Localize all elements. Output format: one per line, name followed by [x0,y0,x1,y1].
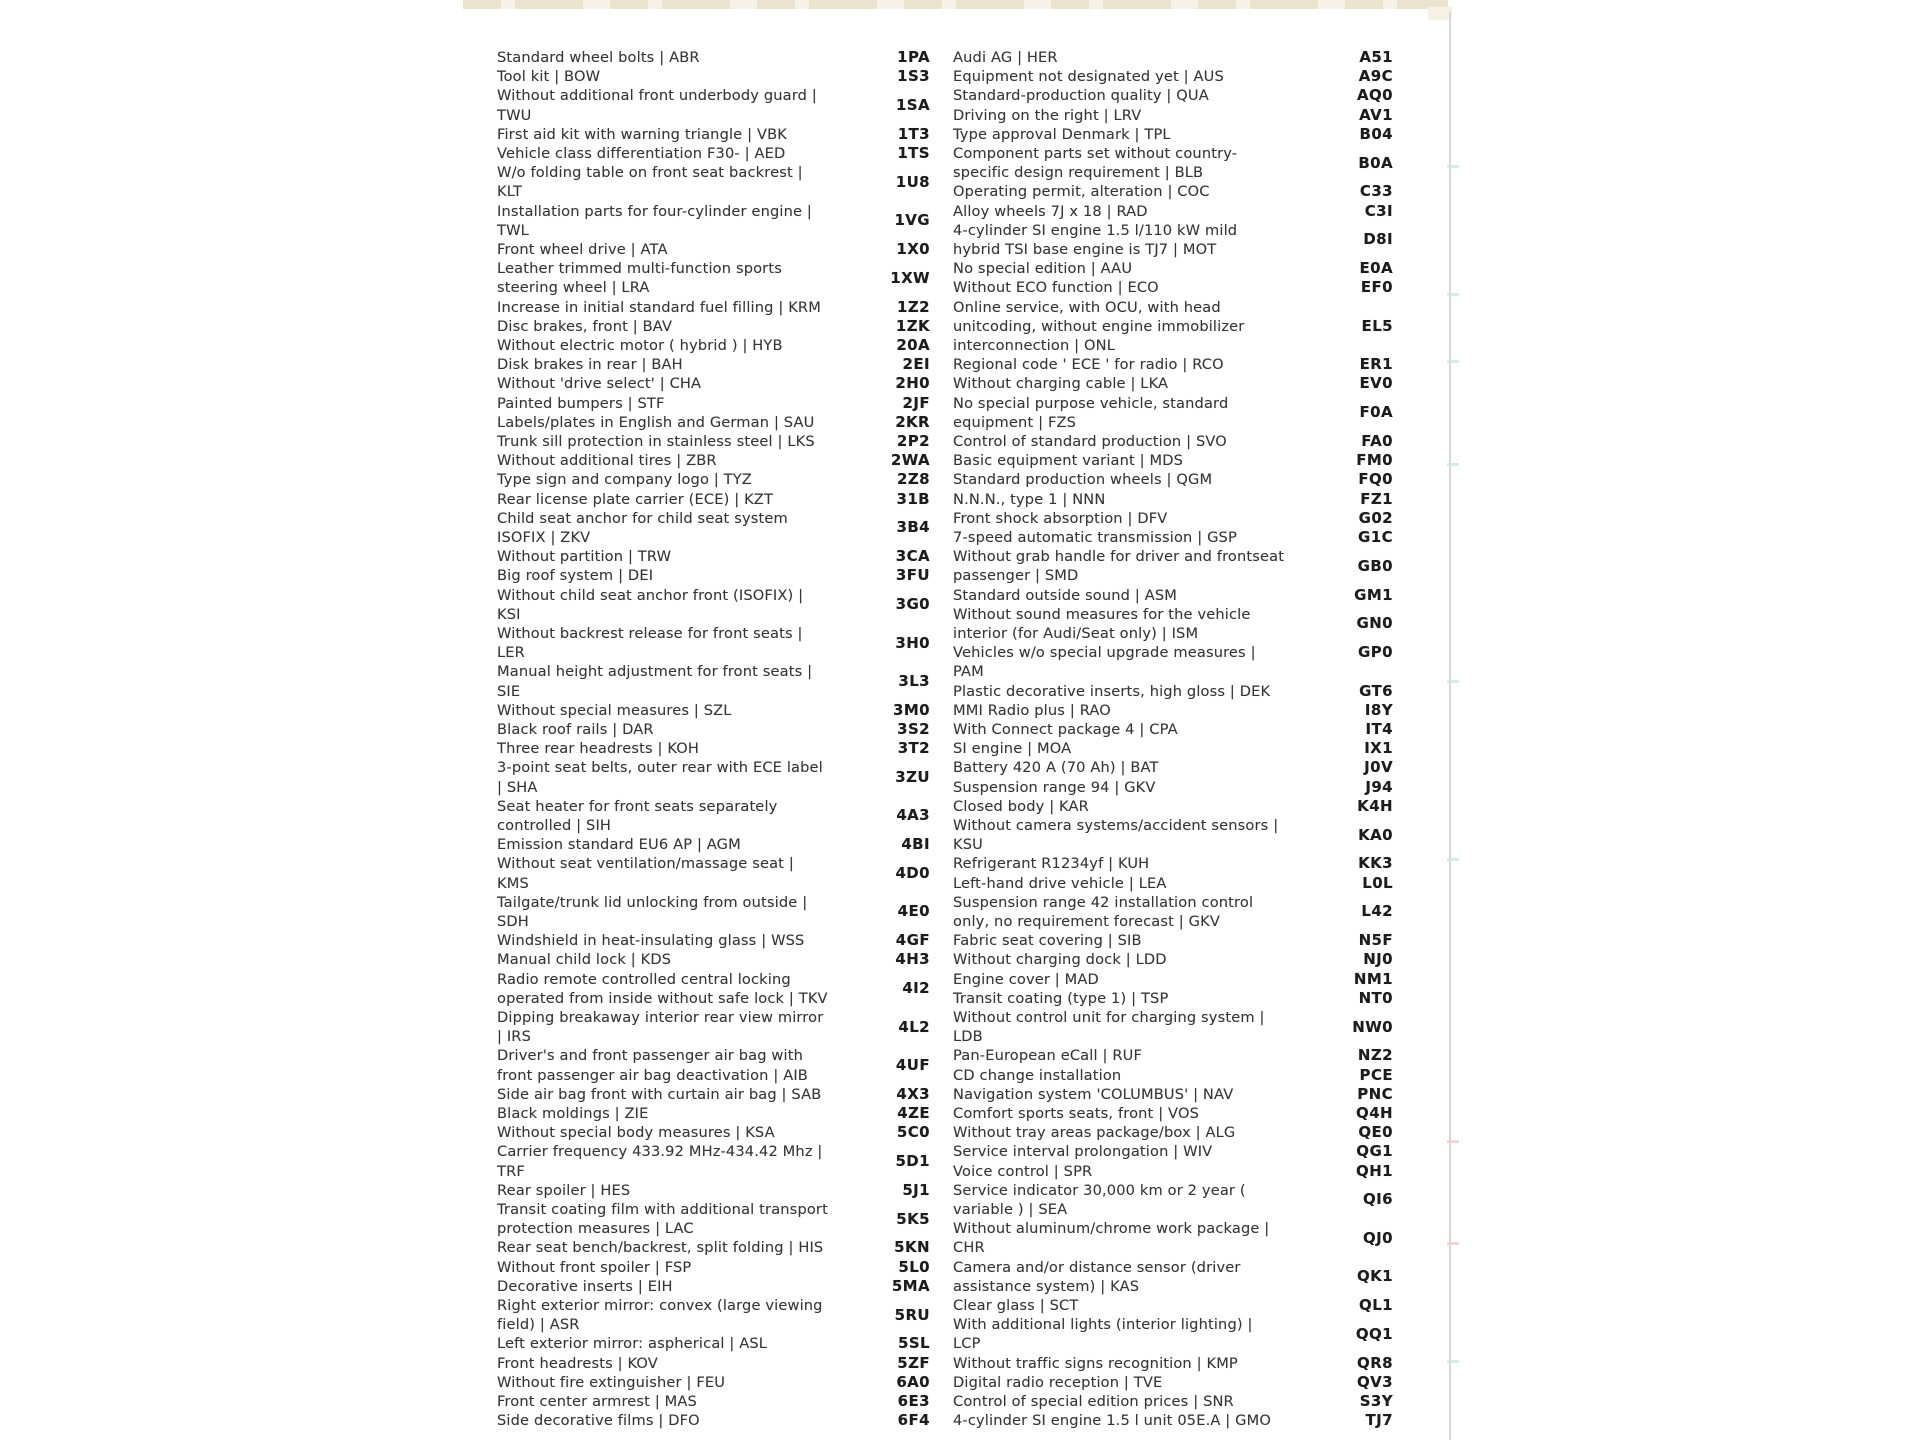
left-list-line: TWU [497,106,532,124]
right-pr-code: F0A [1359,403,1393,422]
right-pr-code: KK3 [1358,854,1393,873]
middle-description-line: Without traffic signs recognition | KMP [953,1354,1238,1372]
middle-description-line: Suspension range 94 | GKV [953,778,1156,796]
right-pr-code: E0A [1359,259,1393,278]
middle-pr-code: 6A0 [896,1372,930,1391]
left-list-line: Disc brakes, front | BAV [497,317,673,335]
scan-artifact-vertical-line [1449,12,1451,1440]
middle-pr-code: 2KR [895,412,930,431]
left-list-line: Trunk sill protection in stainless steel | LKS [497,433,815,450]
left-list-line: Vehicle class differentiation F30- | AED [497,145,786,162]
left-list-line: Type sign and company logo | TYZ [497,471,752,489]
right-pr-code: L42 [1361,902,1393,921]
middle-pr-code: 2H0 [895,374,930,393]
left-list-line: Decorative inserts | EIH [497,1277,673,1295]
middle-description-line: Transit coating (type 1) | TSP [953,989,1169,1007]
middle-description-line: Equipment not designated yet | AUS [953,68,1224,86]
middle-pr-code: 5RU [894,1305,930,1324]
middle-description-line: Left-hand drive vehicle | LEA [953,874,1167,892]
right-pr-code: NZ2 [1357,1046,1393,1065]
middle-description-line: With additional lights (interior lighting) | [953,1316,1253,1334]
middle-description-line: only, no requirement forecast | GKV [953,913,1220,930]
middle-pr-code: 3G0 [895,595,930,614]
right-pr-code: G1C [1358,528,1393,546]
middle-description-line: Control of special edition prices | SNR [953,1393,1234,1410]
middle-pr-code: 5K5 [896,1209,930,1228]
middle-description-line: Operating permit, alteration | COC [953,183,1210,201]
middle-pr-code: 6E3 [897,1392,930,1410]
left-list-line: Front wheel drive | ATA [497,241,668,258]
middle-pr-code: 4I2 [902,979,930,998]
left-list-line: Manual child lock | KDS [497,951,672,969]
middle-pr-code: 5ZF [897,1353,930,1372]
right-pr-code: J94 [1365,777,1393,796]
right-pr-code: IX1 [1364,739,1393,758]
left-list-line: Without special body measures | KSA [497,1124,775,1142]
right-pr-code: B04 [1359,124,1393,143]
middle-description-line: No special purpose vehicle, standard [953,394,1229,412]
middle-description-line: Digital radio reception | TVE [953,1373,1163,1391]
left-list-line: Installation parts for four-cylinder engine | [497,202,812,220]
right-pr-code: C3I [1364,201,1393,220]
left-list-line: | SHA [497,778,538,796]
middle-description-line: hybrid TSI base engine is TJ7 | MOT [953,241,1217,258]
right-pr-code: QR8 [1357,1353,1393,1372]
scan-artifact-tick [1447,1360,1459,1363]
right-pr-code: QL1 [1359,1296,1393,1314]
right-pr-code: PNC [1357,1084,1393,1103]
right-pr-code: B0A [1358,153,1393,172]
middle-description-line: CD change installation [953,1066,1122,1084]
left-list-line: Without additional tires | ZBR [497,452,717,470]
right-pr-code: PCE [1359,1065,1393,1084]
middle-description-line: Without aluminum/chrome work package | [953,1220,1270,1238]
left-list-line: Rear spoiler | HES [497,1181,631,1199]
middle-pr-code: 3FU [895,566,930,585]
left-list-line: First aid kit with warning triangle | VBK [497,125,787,143]
middle-pr-code: 1T3 [897,124,930,143]
scan-artifact-tick [1447,1140,1459,1143]
right-pr-code: IT4 [1365,720,1393,738]
middle-description-line: 7-speed automatic transmission | GSP [953,529,1237,546]
middle-pr-code: 1XW [890,268,930,287]
scan-artifact-tick [1447,165,1459,168]
left-list-line: controlled | SIH [497,817,612,834]
right-pr-code: I8Y [1364,700,1393,719]
left-list-line: Side air bag front with curtain air bag | SAB [497,1085,822,1103]
left-list-line: Black roof rails | DAR [497,721,654,738]
middle-description-line: variable ) | SEA [953,1201,1068,1218]
scan-artifact-tick [1447,360,1459,363]
right-pr-code: A51 [1359,48,1393,66]
left-list-line: Without child seat anchor front (ISOFIX) | [497,586,804,604]
middle-pr-code: 4BI [901,835,930,854]
middle-pr-code: 3H0 [895,633,930,652]
middle-pr-code: 4E0 [897,902,930,921]
middle-description-line: assistance system) | KAS [953,1277,1140,1295]
left-list-line: | IRS [497,1028,532,1046]
middle-pr-code: 4X3 [896,1084,930,1103]
middle-description-line: Without control unit for charging system | [953,1009,1265,1026]
scan-artifact-tick [1447,293,1459,296]
middle-pr-code: 5D1 [895,1152,930,1170]
middle-description-line: specific design requirement | BLB [953,164,1204,182]
middle-description-line: N.N.N., type 1 | NNN [953,490,1106,508]
left-list-line: Disk brakes in rear | BAH [497,356,683,374]
right-pr-code: EV0 [1359,374,1393,393]
middle-pr-code: 1Z2 [897,297,930,316]
right-pr-code: NM1 [1353,969,1393,988]
middle-description-line: SI engine | MOA [953,740,1072,758]
middle-pr-code: 1ZK [895,316,930,335]
scan-artifact-tick [1447,858,1459,861]
middle-pr-code: 2WA [890,451,930,470]
middle-description-line: Front shock absorption | DFV [953,509,1168,527]
right-pr-code: S3Y [1359,1392,1393,1410]
middle-pr-code: 1X0 [896,240,930,258]
right-pr-code: NT0 [1358,988,1393,1007]
right-pr-code: AV1 [1359,105,1393,124]
right-pr-code: QV3 [1357,1372,1393,1391]
left-list-line: Tool kit | BOW [497,68,601,86]
right-pr-code: QH1 [1356,1161,1393,1180]
middle-description-line: Type approval Denmark | TPL [953,125,1171,143]
middle-description-line: Without ECO function | ECO [953,279,1159,297]
middle-pr-code: 20A [896,336,930,354]
left-list-line: Without seat ventilation/massage seat | [497,855,794,873]
middle-pr-code: 2EI [902,355,930,374]
scan-artifact-tick [1447,1242,1459,1245]
left-list-line: protection measures | LAC [497,1220,694,1238]
right-pr-code: J0V [1364,758,1393,777]
middle-description-line: Closed body | KAR [953,797,1089,815]
left-list-line: Black moldings | ZIE [497,1105,649,1122]
middle-description-line: Fabric seat covering | SIB [953,932,1142,950]
left-list-line: Windshield in heat-insulating glass | WSS [497,932,805,950]
right-pr-code: FQ0 [1358,470,1393,489]
middle-description-line: PAM [953,663,984,681]
left-list-line: TRF [497,1162,525,1180]
middle-description-line: Vehicles w/o special upgrade measures | [953,644,1256,662]
middle-description-line: Standard outside sound | ASM [953,586,1177,604]
left-list-line: Without additional front underbody guard | [497,87,817,105]
middle-description-line: Driving on the right | LRV [953,106,1142,124]
left-list-line: Front center armrest | MAS [497,1393,697,1410]
left-list-line: Carrier frequency 433.92 MHz-434.42 Mhz | [497,1143,823,1161]
right-pr-code: L0L [1362,873,1393,892]
left-list-line: Increase in initial standard fuel filling | KRM [497,298,821,316]
left-list-line: Side decorative films | DFO [497,1412,700,1430]
right-pr-code: GM1 [1354,585,1393,604]
left-list-line: Dipping breakaway interior rear view mirror [497,1009,824,1026]
middle-pr-code: 1S3 [897,67,930,86]
middle-pr-code: 31B [896,489,930,508]
right-pr-code: D8I [1363,230,1393,249]
middle-description-line: Standard-production quality | QUA [953,87,1209,105]
left-list-line: SDH [497,913,529,930]
left-list-line: W/o folding table on front seat backrest | [497,164,803,182]
right-pr-code: A9C [1358,67,1393,86]
left-list-line: Radio remote controlled central locking [497,970,791,988]
middle-description-line: Alloy wheels 7J x 18 | RAD [953,202,1148,220]
left-list-line: front passenger air bag deactivation | AIB [497,1066,808,1084]
middle-pr-code: 3CA [895,547,930,566]
middle-pr-code: 4L2 [898,1017,930,1036]
middle-pr-code: 5KN [894,1238,930,1257]
middle-description-line: Comfort sports seats, front | VOS [953,1105,1199,1122]
middle-pr-code: 1SA [895,96,930,114]
right-pr-code: AQ0 [1357,86,1393,105]
middle-pr-code: 4D0 [895,864,930,882]
middle-pr-code: 4GF [895,931,930,950]
middle-pr-code: 3S2 [897,720,930,738]
middle-description-line: equipment | FZS [953,413,1077,431]
middle-pr-code: 1PA [897,48,930,66]
right-pr-code: ER1 [1359,355,1393,374]
right-pr-code: FM0 [1356,451,1393,470]
middle-description-line: Camera and/or distance sensor (driver [953,1258,1241,1276]
middle-description-line: Regional code ' ECE ' for radio | RCO [953,356,1224,374]
left-list-line: TWL [497,221,529,239]
middle-description-line: Pan-European eCall | RUF [953,1047,1142,1065]
middle-description-line: Service indicator 30,000 km or 2 year ( [953,1181,1246,1199]
right-pr-code: KA0 [1358,825,1393,844]
right-pr-code: GP0 [1358,643,1393,662]
left-list-line: steering wheel | LRA [497,279,650,297]
middle-description-line: Voice control | SPR [953,1162,1093,1180]
right-pr-code: GB0 [1357,556,1393,575]
left-list-line: operated from inside without safe lock | TKV [497,989,828,1007]
middle-description-line: Basic equipment variant | MDS [953,452,1184,470]
middle-pr-code: 2Z8 [897,470,930,489]
middle-description-line: No special edition | AAU [953,260,1133,278]
middle-description-line: MMI Radio plus | RAO [953,701,1111,719]
left-list-line: Driver's and front passenger air bag with [497,1047,803,1065]
left-list-line: KLT [497,183,523,201]
middle-description-line: LCP [953,1335,981,1353]
middle-description-line: unitcoding, without engine immobilizer [953,317,1245,335]
left-list-line: Seat heater for front seats separately [497,797,778,815]
left-list-line: Labels/plates in English and German | SAU [497,413,815,431]
middle-description-line: LDB [953,1028,983,1046]
right-pr-code: Q4H [1356,1104,1393,1122]
middle-description-line: Control of standard production | SVO [953,433,1227,450]
middle-pr-code: 5MA [891,1276,930,1295]
left-list-line: KMS [497,874,529,892]
middle-description-line: KSU [953,836,983,854]
right-pr-code: NW0 [1352,1017,1393,1036]
left-list-line: Rear license plate carrier (ECE) | KZT [497,490,774,508]
left-list-line: 3-point seat belts, outer rear with ECE label [497,759,823,777]
middle-pr-code: 3B4 [896,518,930,537]
right-pr-code: C33 [1359,182,1393,201]
right-pr-code: QE0 [1358,1123,1393,1142]
right-pr-code: K4H [1357,796,1393,815]
middle-description-line: Without camera systems/accident sensors | [953,817,1279,834]
left-list-line: Big roof system | DEI [497,567,654,585]
left-list-line: Left exterior mirror: aspherical | ASL [497,1335,768,1353]
middle-description-line: CHR [953,1239,985,1257]
middle-description-line: Audi AG | HER [953,49,1058,66]
middle-pr-code: 1U8 [895,172,930,191]
middle-pr-code: 1VG [894,211,930,230]
left-list-line: Manual height adjustment for front seats | [497,663,813,681]
middle-pr-code: 3L3 [898,672,930,690]
left-list-line: ISOFIX | ZKV [497,529,591,546]
left-list-line: KSI [497,605,521,623]
middle-pr-code: 4ZE [897,1104,930,1122]
middle-pr-code: 4H3 [895,950,930,969]
middle-description-line: Standard production wheels | QGM [953,471,1213,489]
right-pr-code: G02 [1358,508,1393,527]
left-list-line: Standard wheel bolts | ABR [497,49,700,66]
right-pr-code: EF0 [1360,278,1393,297]
left-list-line: LER [497,644,525,662]
middle-description-line: Service interval prolongation | WIV [953,1143,1213,1161]
left-list-line: Without partition | TRW [497,548,672,566]
scan-artifact-tick [1447,680,1459,683]
middle-pr-code: 6F4 [897,1411,930,1430]
left-list-line: Without backrest release for front seats | [497,625,803,642]
left-list-line: Right exterior mirror: convex (large viewing [497,1297,823,1314]
middle-description-line: With Connect package 4 | CPA [953,721,1178,738]
left-list-line: Transit coating film with additional transport [497,1201,828,1218]
middle-pr-code: 5C0 [896,1123,930,1142]
middle-pr-code: 3ZU [895,768,930,786]
left-list-line: Three rear headrests | KOH [497,740,700,758]
left-list-line: Painted bumpers | STF [497,394,665,412]
left-list-line: Rear seat bench/backrest, split folding | HIS [497,1239,824,1257]
right-pr-code: FZ1 [1360,489,1393,508]
right-pr-code: QJ0 [1363,1228,1393,1247]
scan-artifact-tick [1447,463,1459,466]
right-pr-code: NJ0 [1363,950,1393,969]
left-list-line: Leather trimmed multi-function sports [497,260,782,278]
middle-description-line: Battery 420 A (70 Ah) | BAT [953,759,1159,777]
left-list-line: Child seat anchor for child seat system [497,509,788,527]
right-pr-code: FA0 [1361,432,1393,450]
middle-description-line: Clear glass | SCT [953,1297,1079,1314]
middle-description-line: Without sound measures for the vehicle [953,605,1251,623]
right-pr-code: EL5 [1361,316,1393,335]
middle-pr-code: 3T2 [897,739,930,758]
middle-description-line: 4-cylinder SI engine 1.5 l unit 05E.A | GMO [953,1412,1271,1430]
middle-description-line: interior (for Audi/Seat only) | ISM [953,625,1199,642]
right-pr-code: QI6 [1363,1190,1393,1209]
right-pr-code: GT6 [1359,681,1393,700]
middle-description-line: Plastic decorative inserts, high gloss | DEK [953,682,1271,700]
middle-description-line: Component parts set without country- [953,145,1238,162]
middle-pr-code: 1TS [897,144,930,162]
middle-pr-code: 2P2 [896,432,930,450]
right-pr-code: GN0 [1356,614,1393,633]
middle-description-line: Without grab handle for driver and frontseat [953,548,1285,566]
middle-description-line: Without charging cable | LKA [953,375,1169,393]
right-pr-code: QQ1 [1355,1324,1393,1343]
middle-description-line: 4-cylinder SI engine 1.5 l/110 kW mild [953,221,1238,239]
middle-description-line: passenger | SMD [953,567,1079,585]
left-list-line: Without 'drive select' | CHA [497,375,702,393]
left-list-line: Without special measures | SZL [497,701,732,719]
middle-description-line: Suspension range 42 installation control [953,893,1254,911]
middle-description-line: Refrigerant R1234yf | KUH [953,855,1150,873]
middle-description-line: Engine cover | MAD [953,970,1099,988]
right-pr-code: QG1 [1356,1142,1393,1161]
left-list-line: Tailgate/trunk lid unlocking from outside | [497,893,808,911]
middle-description-line: Without tray areas package/box | ALG [953,1124,1236,1142]
left-list-line: Front headrests | KOV [497,1354,658,1372]
right-pr-code: N5F [1358,931,1393,950]
right-pr-code: TJ7 [1365,1411,1393,1430]
middle-pr-code: 3M0 [892,700,930,719]
middle-pr-code: 2JF [902,393,930,412]
left-list-line: field) | ASR [497,1316,580,1334]
middle-pr-code: 4UF [895,1056,930,1074]
left-list-line: Without electric motor ( hybrid ) | HYB [497,337,783,354]
middle-description-line: interconnection | ONL [953,337,1115,354]
middle-description-line: Navigation system 'COLUMBUS' | NAV [953,1085,1234,1103]
middle-description-line: Without charging dock | LDD [953,951,1167,969]
middle-pr-code: 5J1 [902,1180,930,1199]
left-list-line: Without fire extinguisher | FEU [497,1373,726,1391]
scan-artifact-top-edge [463,0,1448,9]
right-pr-code: QK1 [1356,1267,1393,1286]
left-list-line: Emission standard EU6 AP | AGM [497,836,741,854]
middle-pr-code: 5L0 [898,1257,930,1276]
middle-description-line: Online service, with OCU, with head [953,298,1221,316]
middle-pr-code: 4A3 [896,806,930,825]
left-list-line: SIE [497,682,521,700]
middle-pr-code: 5SL [898,1334,930,1353]
left-list-line: Without front spoiler | FSP [497,1258,692,1276]
